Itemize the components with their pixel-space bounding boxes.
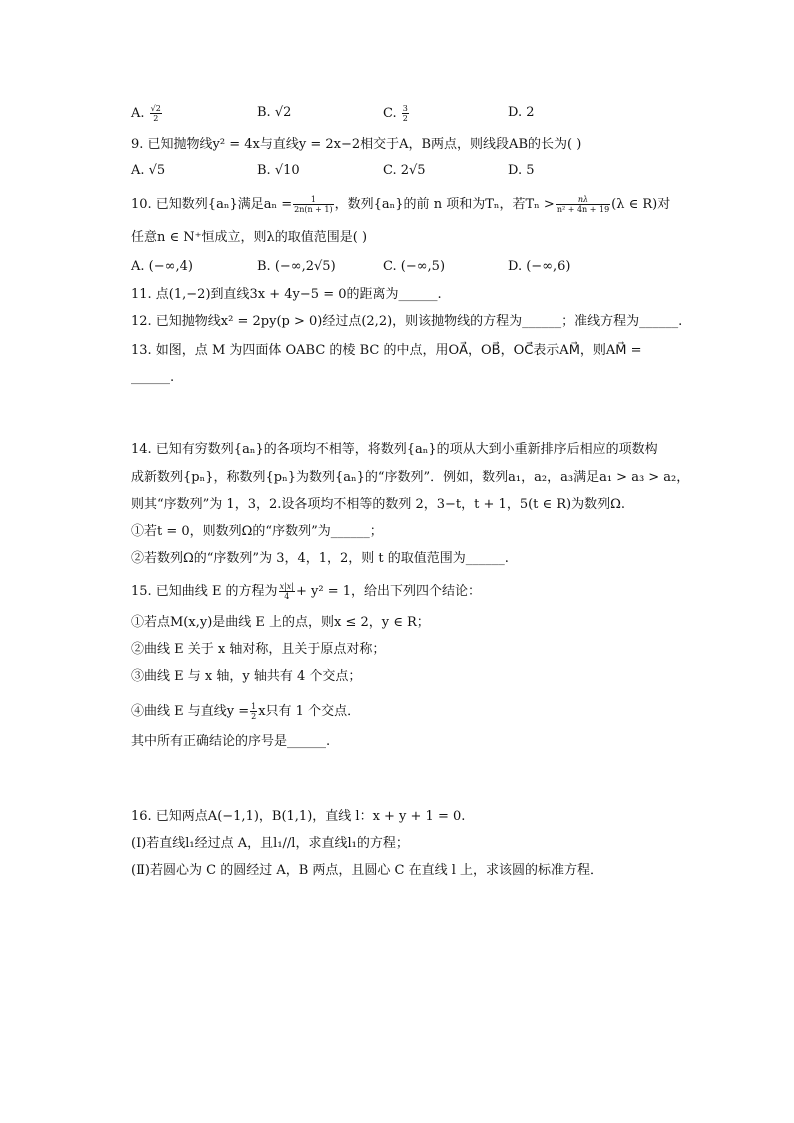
q10-option-d: D. (−∞,6): [508, 259, 571, 274]
q15-conclusion-1: ①若点M(x,y)是曲线 E 上的点，则x ≤ 2，y ∈ R；: [131, 615, 430, 630]
q9-option-a: A. √5: [131, 163, 166, 178]
q15-conclusion-3: ③曲线 E 与 x 轴，y 轴共有 4 个交点；: [131, 669, 362, 684]
q10-stem: 10. 已知数列{aₙ}满足aₙ = $\frac{1}{2n(n + 1)}$ ，数列{aₙ}的前 n 项和为Tₙ，若Tₙ > $\frac{n\lambda}{\text{n² + 4n + 19}}$ (λ ∈ R)对: [131, 195, 671, 214]
q14-part1: ①若t = 0，则数列Ω的“序数列”为______；: [131, 524, 383, 539]
q16-stem: 16. 已知两点A(−1,1)，B(1,1)，直线 l：x + y + 1 = 0.: [131, 809, 466, 824]
q13-stem: 13. 如图，点 M 为四面体 OABC 的棱 BC 的中点，用OA⃗，OB⃗，OC⃗表示AM⃗，则AM⃗ =: [131, 343, 642, 358]
q10-stem-line2: 任意n ∈ N⁺恒成立，则λ的取值范围是( ): [131, 230, 368, 245]
q9-stem: 9. 已知抛物线y² = 4x与直线y = 2x−2相交于A，B两点，则线段AB的长为( ): [131, 137, 582, 152]
q14-part2: ②若数列Ω的“序数列”为 3，4，1，2，则 t 的取值范围为______.: [131, 551, 509, 566]
q8-option-b: B. √2: [257, 105, 292, 120]
q14-line1: 14. 已知有穷数列{aₙ}的各项均不相等，将数列{aₙ}的项从大到小重新排序后相应的项数构: [131, 442, 658, 457]
q13-answer-blank: ______.: [131, 370, 175, 385]
q11-stem: 11. 点(1,−2)到直线3x + 4y−5 = 0的距离为______.: [131, 287, 442, 302]
q8-option-d: D. 2: [508, 105, 535, 120]
q9-option-b: B. √10: [257, 163, 300, 178]
q8-option-a: A. $\frac{√2}{2}$: [131, 104, 161, 123]
q9-option-c: C. 2√5: [383, 163, 426, 178]
q14-line2: 成新数列{pₙ}，称数列{pₙ}为数列{aₙ}的“序数列”．例如，数列a₁，a₂，a₃满足a₁ > a₃ > a₂，: [131, 470, 690, 485]
q16-part2: (Ⅱ)若圆心为 C 的圆经过 A，B 两点，且圆心 C 在直线 l 上，求该圆的标准方程．: [131, 863, 604, 878]
q12-stem: 12. 已知抛物线x² = 2py(p > 0)经过点(2,2)，则该抛物线的方程为______；准线方程为______.: [131, 314, 683, 329]
q10-option-b: B. (−∞,2√5): [257, 259, 336, 274]
q15-ask: 其中所有正确结论的序号是______.: [131, 734, 331, 749]
q15-conclusion-2: ②曲线 E 关于 x 轴对称，且关于原点对称；: [131, 642, 386, 657]
q15-stem: 15. 已知曲线 E 的方程为 $\frac{x|x|}{4}$ + y² = 1，给出下列四个结论：: [131, 582, 481, 601]
q8-option-c: C. $\frac{3}{2}$: [383, 104, 408, 123]
q14-line3: 则其“序数列”为 1，3，2.设各项均不相等的数列 2，3−t，t + 1，5(t ∈ R)为数列Ω.: [131, 497, 626, 512]
q16-part1: (Ⅰ)若直线l₁经过点 A，且l₁//l，求直线l₁的方程；: [131, 836, 409, 851]
q15-conclusion-4: ④曲线 E 与直线y = $\frac{1}{2}$ x只有 1 个交点．: [131, 702, 361, 721]
q10-option-c: C. (−∞,5): [383, 259, 446, 274]
q10-option-a: A. (−∞,4): [131, 259, 193, 274]
q9-option-d: D. 5: [508, 163, 535, 178]
